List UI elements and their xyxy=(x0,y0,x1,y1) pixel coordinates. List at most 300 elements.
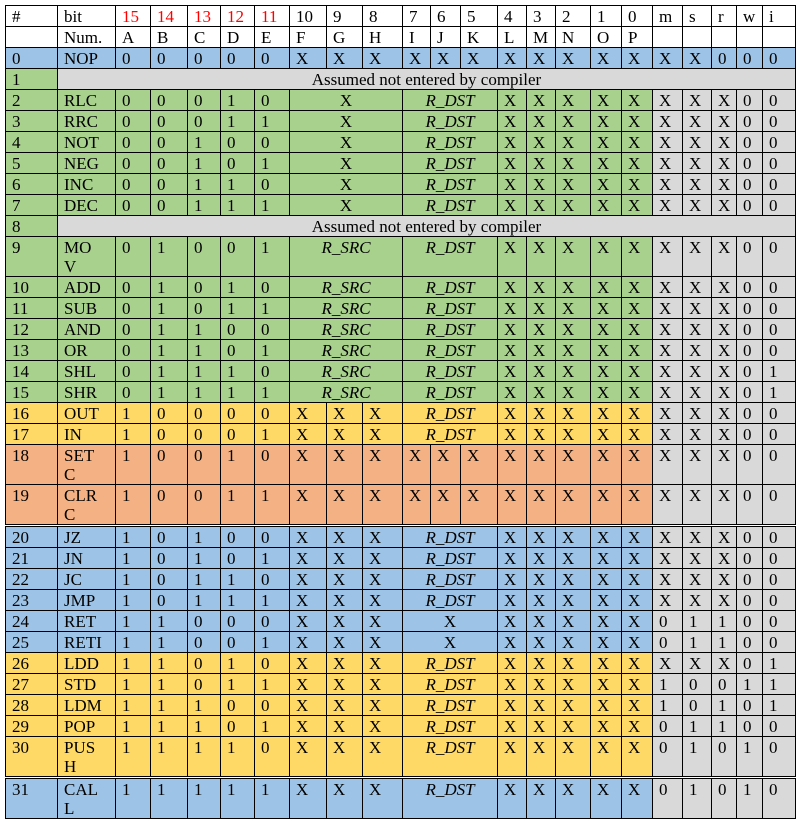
opcode-bit: 1 xyxy=(151,298,188,319)
instruction-row xyxy=(6,485,796,526)
opcode-bit: 0 xyxy=(151,485,188,526)
operand-bit: X xyxy=(591,195,622,216)
operand-bit: X xyxy=(591,778,622,819)
opcode-bit: 1 xyxy=(255,548,290,569)
mnemonic: SET C xyxy=(58,445,116,485)
opcode-number: 12 xyxy=(6,319,58,340)
flag-i-value: 0 xyxy=(763,485,796,526)
opcode-bit: 0 xyxy=(188,48,221,69)
instruction-row xyxy=(6,174,796,195)
operand-register-field: R_DST xyxy=(403,424,498,445)
operand-register-field: R_DST xyxy=(403,590,498,611)
operand-bit: X xyxy=(527,590,556,611)
opcode-bit: 0 xyxy=(151,403,188,424)
flag-s-value: 0 xyxy=(683,674,712,695)
operand-bit: X xyxy=(498,48,527,69)
opcode-bit: 1 xyxy=(255,778,290,819)
operand-bit: X xyxy=(591,237,622,277)
operand-bit: X xyxy=(363,737,403,778)
opcode-bit: 1 xyxy=(151,340,188,361)
flag-w-value: 0 xyxy=(737,445,763,485)
operand-bit: X xyxy=(591,90,622,111)
operand-bit: X xyxy=(622,90,653,111)
flag-m-value: X xyxy=(653,548,683,569)
flag-w-value: 0 xyxy=(737,548,763,569)
flag-r-value: X xyxy=(712,277,737,298)
flag-i-value: 0 xyxy=(763,153,796,174)
opcode-bit: 1 xyxy=(116,653,151,674)
header-flag-name: i xyxy=(763,6,796,27)
mnemonic: INC xyxy=(58,174,116,195)
operand-bit: X xyxy=(556,361,591,382)
operand-bit: X xyxy=(622,569,653,590)
mnemonic: CLR C xyxy=(58,485,116,526)
operand-bit: X xyxy=(527,111,556,132)
flag-r-value: X xyxy=(712,111,737,132)
flag-r-value: X xyxy=(712,403,737,424)
operand-bit: X xyxy=(591,153,622,174)
operand-bit: X xyxy=(591,632,622,653)
flag-i-value: 1 xyxy=(763,674,796,695)
operand-bit: X xyxy=(431,445,461,485)
opcode-bit: 1 xyxy=(151,277,188,298)
operand-bit: X xyxy=(527,485,556,526)
operand-bit: X xyxy=(591,319,622,340)
flag-m-value: X xyxy=(653,111,683,132)
operand-bit: X xyxy=(498,424,527,445)
flag-m-value: 0 xyxy=(653,611,683,632)
operand-bit: X xyxy=(622,195,653,216)
opcode-bit: 1 xyxy=(255,195,290,216)
flag-m-value: 0 xyxy=(653,737,683,778)
opcode-bit: 1 xyxy=(151,361,188,382)
operand-bit: X xyxy=(527,48,556,69)
opcode-bit: 0 xyxy=(116,382,151,403)
opcode-number: 7 xyxy=(6,195,58,216)
operand-bit: X xyxy=(622,340,653,361)
flag-m-value: X xyxy=(653,424,683,445)
operand-bit: X xyxy=(556,653,591,674)
opcode-bit: 1 xyxy=(221,111,255,132)
operand-bit: X xyxy=(327,632,363,653)
mnemonic: RLC xyxy=(58,90,116,111)
flag-w-value: 0 xyxy=(737,485,763,526)
flag-w-value: 0 xyxy=(737,590,763,611)
opcode-bit: 1 xyxy=(221,778,255,819)
opcode-number: 2 xyxy=(6,90,58,111)
operand-bit: X xyxy=(527,716,556,737)
opcode-bit: 0 xyxy=(255,653,290,674)
flag-w-value: 0 xyxy=(737,382,763,403)
operand-bit: X xyxy=(622,319,653,340)
flag-i-value: 0 xyxy=(763,132,796,153)
operand-register-field: R_DST xyxy=(403,382,498,403)
operand-bit: X xyxy=(622,382,653,403)
operand-bit: X xyxy=(498,174,527,195)
operand-bit: X xyxy=(591,526,622,548)
flag-i-value: 0 xyxy=(763,424,796,445)
flag-i-value: 0 xyxy=(763,548,796,569)
flag-m-value: 0 xyxy=(653,632,683,653)
flag-w-value: 0 xyxy=(737,90,763,111)
header-operand-bit-letter: N xyxy=(556,27,591,48)
opcode-number: 10 xyxy=(6,277,58,298)
flag-w-value: 0 xyxy=(737,716,763,737)
opcode-bit: 1 xyxy=(116,569,151,590)
operand-bit: X xyxy=(498,695,527,716)
opcode-number: 3 xyxy=(6,111,58,132)
flag-s-value: 1 xyxy=(683,632,712,653)
operand-bit: X xyxy=(290,569,327,590)
operand-bit: X xyxy=(591,695,622,716)
opcode-bit: 0 xyxy=(116,237,151,277)
opcode-number: 11 xyxy=(6,298,58,319)
flag-w-value: 1 xyxy=(737,778,763,819)
opcode-number: 0 xyxy=(6,48,58,69)
operand-bit: X xyxy=(527,778,556,819)
instruction-encoding-table xyxy=(5,5,796,819)
header-opcode-bit-number: 12 xyxy=(221,6,255,27)
opcode-bit: 0 xyxy=(151,132,188,153)
flag-i-value: 1 xyxy=(763,695,796,716)
flag-i-value: 0 xyxy=(763,590,796,611)
operand-dont-care-field: X xyxy=(403,611,498,632)
flag-w-value: 0 xyxy=(737,298,763,319)
operand-dont-care-field: X xyxy=(290,174,403,195)
operand-bit: X xyxy=(431,48,461,69)
operand-register-field: R_DST xyxy=(403,319,498,340)
mnemonic: NOP xyxy=(58,48,116,69)
operand-bit: X xyxy=(363,695,403,716)
operand-bit: X xyxy=(591,424,622,445)
operand-bit: X xyxy=(622,132,653,153)
opcode-bit: 1 xyxy=(151,382,188,403)
flag-r-value: 1 xyxy=(712,695,737,716)
opcode-bit: 0 xyxy=(221,526,255,548)
opcode-number: 27 xyxy=(6,674,58,695)
opcode-number: 13 xyxy=(6,340,58,361)
opcode-bit: 0 xyxy=(255,319,290,340)
operand-bit: X xyxy=(556,237,591,277)
flag-s-value: 1 xyxy=(683,716,712,737)
opcode-bit: 0 xyxy=(188,90,221,111)
flag-m-value: X xyxy=(653,195,683,216)
opcode-number: 5 xyxy=(6,153,58,174)
opcode-bit: 1 xyxy=(116,632,151,653)
operand-bit: X xyxy=(498,298,527,319)
operand-bit: X xyxy=(622,590,653,611)
operand-bit: X xyxy=(290,48,327,69)
operand-bit: X xyxy=(622,653,653,674)
operand-bit: X xyxy=(498,237,527,277)
operand-register-field: R_DST xyxy=(403,569,498,590)
opcode-bit: 0 xyxy=(255,695,290,716)
operand-register-field: R_SRC xyxy=(290,298,403,319)
operand-bit: X xyxy=(591,277,622,298)
flag-r-value: X xyxy=(712,445,737,485)
opcode-bit: 0 xyxy=(221,548,255,569)
operand-bit: X xyxy=(327,424,363,445)
operand-bit: X xyxy=(622,153,653,174)
flag-s-value: X xyxy=(683,90,712,111)
opcode-bit: 0 xyxy=(221,611,255,632)
flag-m-value: X xyxy=(653,48,683,69)
flag-m-value: X xyxy=(653,319,683,340)
flag-i-value: 0 xyxy=(763,174,796,195)
opcode-number: 23 xyxy=(6,590,58,611)
opcode-bit: 1 xyxy=(116,445,151,485)
header-flag-name: s xyxy=(683,6,712,27)
flag-w-value: 0 xyxy=(737,403,763,424)
header-operand-bit-number: 10 xyxy=(290,6,327,27)
flag-m-value: X xyxy=(653,340,683,361)
opcode-number: 29 xyxy=(6,716,58,737)
opcode-bit: 0 xyxy=(255,403,290,424)
flag-s-value: X xyxy=(683,361,712,382)
flag-w-value: 0 xyxy=(737,153,763,174)
instruction-row xyxy=(6,132,796,153)
flag-s-value: X xyxy=(683,48,712,69)
operand-bit: X xyxy=(556,611,591,632)
instruction-row xyxy=(6,48,796,69)
flag-m-value: X xyxy=(653,485,683,526)
instruction-row xyxy=(6,569,796,590)
operand-bit: X xyxy=(622,778,653,819)
operand-bit: X xyxy=(527,319,556,340)
opcode-bit: 1 xyxy=(255,382,290,403)
opcode-bit: 0 xyxy=(221,237,255,277)
flag-i-value: 0 xyxy=(763,195,796,216)
opcode-bit: 1 xyxy=(151,778,188,819)
opcode-number: 9 xyxy=(6,237,58,277)
header-operand-bit-letter: F xyxy=(290,27,327,48)
opcode-bit: 1 xyxy=(255,237,290,277)
operand-bit: X xyxy=(556,778,591,819)
instruction-row xyxy=(6,778,796,819)
opcode-bit: 0 xyxy=(255,361,290,382)
operand-bit: X xyxy=(498,382,527,403)
instruction-row xyxy=(6,195,796,216)
opcode-number: 6 xyxy=(6,174,58,195)
opcode-bit: 0 xyxy=(188,403,221,424)
flag-s-value: X xyxy=(683,277,712,298)
operand-bit: X xyxy=(556,674,591,695)
flag-r-value: X xyxy=(712,132,737,153)
flag-r-value: X xyxy=(712,319,737,340)
operand-bit: X xyxy=(327,590,363,611)
flag-m-value: X xyxy=(653,403,683,424)
flag-w-value: 0 xyxy=(737,319,763,340)
operand-bit: X xyxy=(363,424,403,445)
opcode-bit: 1 xyxy=(116,611,151,632)
operand-bit: X xyxy=(622,403,653,424)
operand-bit: X xyxy=(403,445,431,485)
operand-bit: X xyxy=(290,778,327,819)
opcode-bit: 0 xyxy=(221,403,255,424)
header-opcode-bit-letter: D xyxy=(221,27,255,48)
operand-bit: X xyxy=(327,653,363,674)
operand-bit: X xyxy=(498,361,527,382)
operand-bit: X xyxy=(622,611,653,632)
header-flag-blank xyxy=(653,27,683,48)
opcode-bit: 1 xyxy=(221,590,255,611)
flag-r-value: X xyxy=(712,653,737,674)
mnemonic: AND xyxy=(58,319,116,340)
flag-m-value: X xyxy=(653,174,683,195)
operand-bit: X xyxy=(327,778,363,819)
operand-dont-care-field: X xyxy=(403,632,498,653)
operand-bit: X xyxy=(556,111,591,132)
flag-m-value: X xyxy=(653,526,683,548)
opcode-bit: 1 xyxy=(255,716,290,737)
operand-register-field: R_SRC xyxy=(290,382,403,403)
operand-bit: X xyxy=(363,48,403,69)
operand-register-field: R_DST xyxy=(403,361,498,382)
opcode-bit: 0 xyxy=(116,90,151,111)
reserved-opcode-row xyxy=(6,216,796,237)
opcode-bit: 1 xyxy=(116,526,151,548)
opcode-bit: 0 xyxy=(188,632,221,653)
table-header xyxy=(6,6,796,48)
opcode-bit: 1 xyxy=(151,653,188,674)
flag-r-value: X xyxy=(712,174,737,195)
flag-m-value: 1 xyxy=(653,695,683,716)
operand-bit: X xyxy=(527,737,556,778)
flag-i-value: 0 xyxy=(763,90,796,111)
flag-w-value: 0 xyxy=(737,424,763,445)
opcode-bit: 1 xyxy=(151,611,188,632)
opcode-number: 8 xyxy=(6,216,58,237)
opcode-bit: 1 xyxy=(255,632,290,653)
opcode-number: 17 xyxy=(6,424,58,445)
operand-dont-care-field: X xyxy=(290,111,403,132)
header-opcode-bit-number: 11 xyxy=(255,6,290,27)
mnemonic: IN xyxy=(58,424,116,445)
opcode-number: 26 xyxy=(6,653,58,674)
operand-bit: X xyxy=(498,195,527,216)
operand-bit: X xyxy=(290,485,327,526)
mnemonic: LDM xyxy=(58,695,116,716)
opcode-bit: 1 xyxy=(188,778,221,819)
flag-s-value: X xyxy=(683,111,712,132)
operand-bit: X xyxy=(498,111,527,132)
opcode-bit: 0 xyxy=(151,195,188,216)
instruction-row xyxy=(6,111,796,132)
flag-r-value: 1 xyxy=(712,611,737,632)
opcode-bit: 1 xyxy=(188,340,221,361)
flag-w-value: 0 xyxy=(737,340,763,361)
operand-bit: X xyxy=(527,526,556,548)
header-operand-bit-number: 7 xyxy=(403,6,431,27)
operand-bit: X xyxy=(527,611,556,632)
flag-w-value: 0 xyxy=(737,195,763,216)
operand-bit: X xyxy=(556,48,591,69)
opcode-bit: 1 xyxy=(221,277,255,298)
operand-bit: X xyxy=(461,445,498,485)
opcode-bit: 0 xyxy=(221,153,255,174)
operand-bit: X xyxy=(556,526,591,548)
opcode-number: 20 xyxy=(6,526,58,548)
opcode-bit: 0 xyxy=(188,445,221,485)
opcode-bit: 1 xyxy=(221,195,255,216)
mnemonic: PUS H xyxy=(58,737,116,778)
mnemonic: NEG xyxy=(58,153,116,174)
flag-m-value: X xyxy=(653,590,683,611)
opcode-bit: 0 xyxy=(255,132,290,153)
opcode-bit: 0 xyxy=(255,48,290,69)
operand-register-field: R_SRC xyxy=(290,361,403,382)
operand-bit: X xyxy=(591,737,622,778)
instruction-row xyxy=(6,277,796,298)
operand-bit: X xyxy=(290,548,327,569)
flag-s-value: X xyxy=(683,237,712,277)
opcode-bit: 0 xyxy=(188,237,221,277)
reserved-note: Assumed not entered by compiler xyxy=(58,69,796,90)
header-operand-bit-letter: M xyxy=(527,27,556,48)
opcode-bit: 1 xyxy=(151,674,188,695)
opcode-bit: 1 xyxy=(221,653,255,674)
operand-bit: X xyxy=(622,674,653,695)
flag-m-value: X xyxy=(653,445,683,485)
header-operand-bit-letter: L xyxy=(498,27,527,48)
operand-bit: X xyxy=(498,737,527,778)
mnemonic: NOT xyxy=(58,132,116,153)
flag-s-value: X xyxy=(683,153,712,174)
instruction-row xyxy=(6,632,796,653)
operand-bit: X xyxy=(290,737,327,778)
operand-bit: X xyxy=(461,485,498,526)
operand-bit: X xyxy=(591,340,622,361)
operand-bit: X xyxy=(556,132,591,153)
opcode-bit: 1 xyxy=(188,132,221,153)
operand-bit: X xyxy=(622,716,653,737)
opcode-bit: 0 xyxy=(221,132,255,153)
header-operand-bit-number: 8 xyxy=(363,6,403,27)
flag-m-value: X xyxy=(653,153,683,174)
opcode-bit: 1 xyxy=(188,716,221,737)
operand-bit: X xyxy=(327,526,363,548)
flag-m-value: X xyxy=(653,653,683,674)
flag-i-value: 0 xyxy=(763,48,796,69)
operand-register-field: R_DST xyxy=(403,298,498,319)
operand-bit: X xyxy=(498,319,527,340)
opcode-bit: 0 xyxy=(151,48,188,69)
opcode-bit: 1 xyxy=(188,526,221,548)
opcode-bit: 1 xyxy=(255,674,290,695)
instruction-row xyxy=(6,361,796,382)
flag-m-value: 1 xyxy=(653,674,683,695)
opcode-bit: 0 xyxy=(116,48,151,69)
header-operand-bit-number: 5 xyxy=(461,6,498,27)
opcode-bit: 1 xyxy=(116,403,151,424)
opcode-number: 22 xyxy=(6,569,58,590)
operand-bit: X xyxy=(527,632,556,653)
operand-bit: X xyxy=(591,445,622,485)
operand-register-field: R_DST xyxy=(403,695,498,716)
operand-bit: X xyxy=(556,382,591,403)
flag-s-value: X xyxy=(683,382,712,403)
flag-m-value: X xyxy=(653,361,683,382)
flag-s-value: X xyxy=(683,195,712,216)
header-index-label: # xyxy=(6,6,58,27)
operand-bit: X xyxy=(591,716,622,737)
opcode-bit: 1 xyxy=(116,737,151,778)
flag-i-value: 0 xyxy=(763,737,796,778)
operand-bit: X xyxy=(290,611,327,632)
operand-register-field: R_DST xyxy=(403,403,498,424)
operand-bit: X xyxy=(591,611,622,632)
opcode-bit: 0 xyxy=(255,569,290,590)
